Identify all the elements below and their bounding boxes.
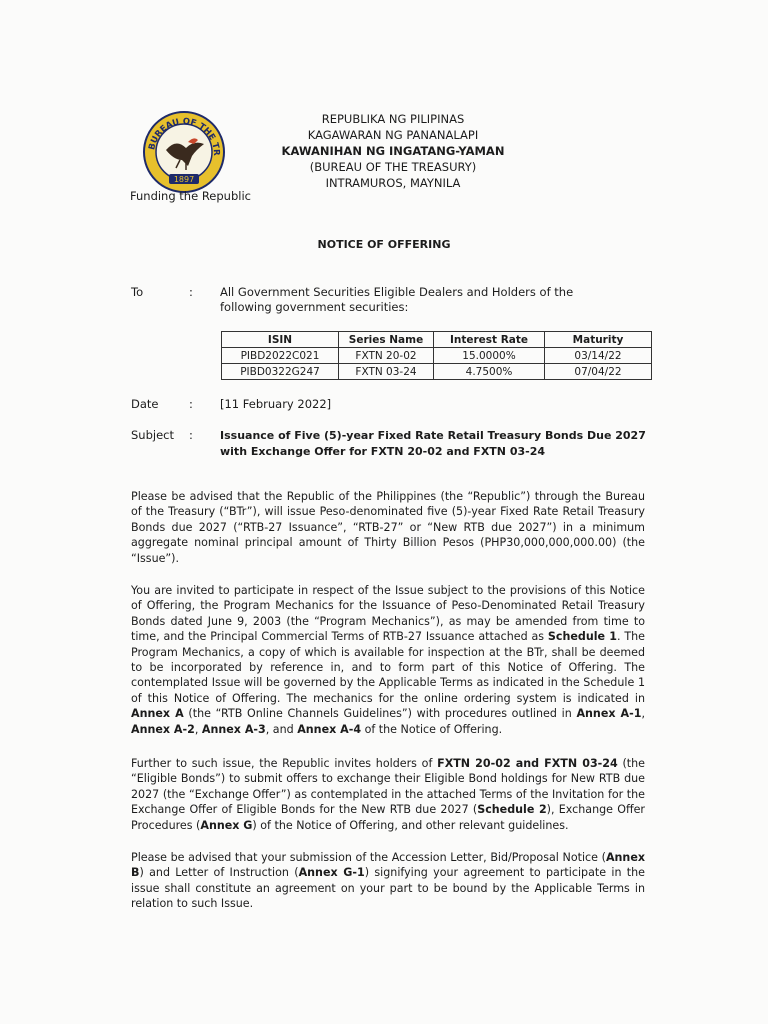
paragraph-issue: Please be advised that the Republic of the Philippines (the “Republic”) through the Bureau of the Treasury (“BTr”), will issue Peso-denominated five (5)-year Fixed Rate Retail Treasury Bonds due 2027 (“RTB-27 Issuance”, “RTB-27” or “New RTB due 2027”) in a minimum aggregate nominal principal amount of Thirty Billion Pesos (PHP30,000,000,000.00) (the “Issue”). xyxy=(131,490,645,565)
to-label: To xyxy=(131,285,144,299)
header-department: KAGAWARAN NG PANANALAPI xyxy=(307,128,479,142)
header-bureau-english: (BUREAU OF THE TREASURY) xyxy=(309,160,477,174)
table-header-cell: ISIN xyxy=(222,332,339,348)
paragraph-exchange-offer: Further to such issue, the Republic invites holders of FXTN 20-02 and FXTN 03-24 (the “Eligible Bonds”) to submit offers to exchange their Eligible Bond holdings for New RTB due 2027 (the “Exchange Offer”) as contemplated in the attached Terms of the Invitation for the Exchange Offer of Eligible Bonds for the New RTB due 2027 (Schedule 2), Exchange Offer Procedures (Annex G) of the Notice of Offering, and other relevant guidelines. xyxy=(131,757,645,832)
seal-year: 1897 xyxy=(173,175,195,184)
table-row xyxy=(222,364,652,380)
table-cell: 15.0000% xyxy=(434,348,545,364)
date-value: [11 February 2022] xyxy=(220,397,332,411)
table-cell: 4.7500% xyxy=(434,364,545,380)
to-value: All Government Securities Eligible Dealers and Holders of the following government securities: xyxy=(220,285,574,314)
subject-colon: : xyxy=(189,428,193,442)
header-bureau: KAWANIHAN NG INGATANG-YAMAN xyxy=(281,144,505,158)
date-label: Date xyxy=(131,397,159,411)
table-cell: 07/04/22 xyxy=(545,364,652,380)
svg-text:BUREAU OF THE TREASURY: BUREAU OF THE TR xyxy=(147,116,222,156)
paragraph-agreement: Please be advised that your submission of the Accession Letter, Bid/Proposal Notice (Annex B) and Letter of Instruction (Annex G-1) signifying your agreement to participate in the issue shall constitute an agreement on your part to be bound by the Applicable Terms in relation to such Issue. xyxy=(131,851,646,911)
table-cell: 03/14/22 xyxy=(545,348,652,364)
table-header-cell: Maturity xyxy=(545,332,652,348)
header-location: INTRAMUROS, MAYNILA xyxy=(325,176,461,190)
table-row xyxy=(222,348,652,364)
date-colon: : xyxy=(189,397,193,411)
table-cell: FXTN 03-24 xyxy=(339,364,434,380)
to-colon: : xyxy=(189,285,193,299)
table-cell: FXTN 20-02 xyxy=(339,348,434,364)
subject-label: Subject xyxy=(131,428,174,442)
table-header-row xyxy=(222,332,652,348)
bureau-seal-logo xyxy=(136,110,232,194)
paragraph-invitation: You are invited to participate in respect of the Issue subject to the provisions of this Notice of Offering, the Program Mechanics for the Issuance of Peso-Denominated Retail Treasury Bonds dated June 9, 2003 (the “Program Mechanics”), as may be amended from time to time, and the Principal Commercial Terms of RTB-27 Issuance attached as Schedule 1. The Program Mechanics, a copy of which is available for inspection at the BTr, shall be deemed to be incorporated by reference in, and to form part of this Notice of Offering. The contemplated Issue will be governed by the Applicable Terms as indicated in the Schedule 1 of this Notice of Offering. The mechanics for the online ordering system is indicated in Annex A (the “RTB Online Channels Guidelines”) with procedures outlined in Annex A-1, Annex A-2, Annex A-3, and Annex A-4 of the Notice of Offering. xyxy=(131,584,645,736)
table-cell: PIBD2022C021 xyxy=(222,348,339,364)
table-header-cell: Series Name xyxy=(339,332,434,348)
document-title: NOTICE OF OFFERING xyxy=(317,238,451,251)
securities-table xyxy=(221,331,652,380)
subject-value: Issuance of Five (5)-year Fixed Rate Retail Treasury Bonds Due 2027 with Exchange Offer for FXTN 20-02 and FXTN 03-24 xyxy=(220,429,646,458)
table-cell: PIBD0322G247 xyxy=(222,364,339,380)
tagline: Funding the Republic xyxy=(130,189,251,203)
table-header-cell: Interest Rate xyxy=(434,332,545,348)
header-republic: REPUBLIKA NG PILIPINAS xyxy=(321,112,465,126)
